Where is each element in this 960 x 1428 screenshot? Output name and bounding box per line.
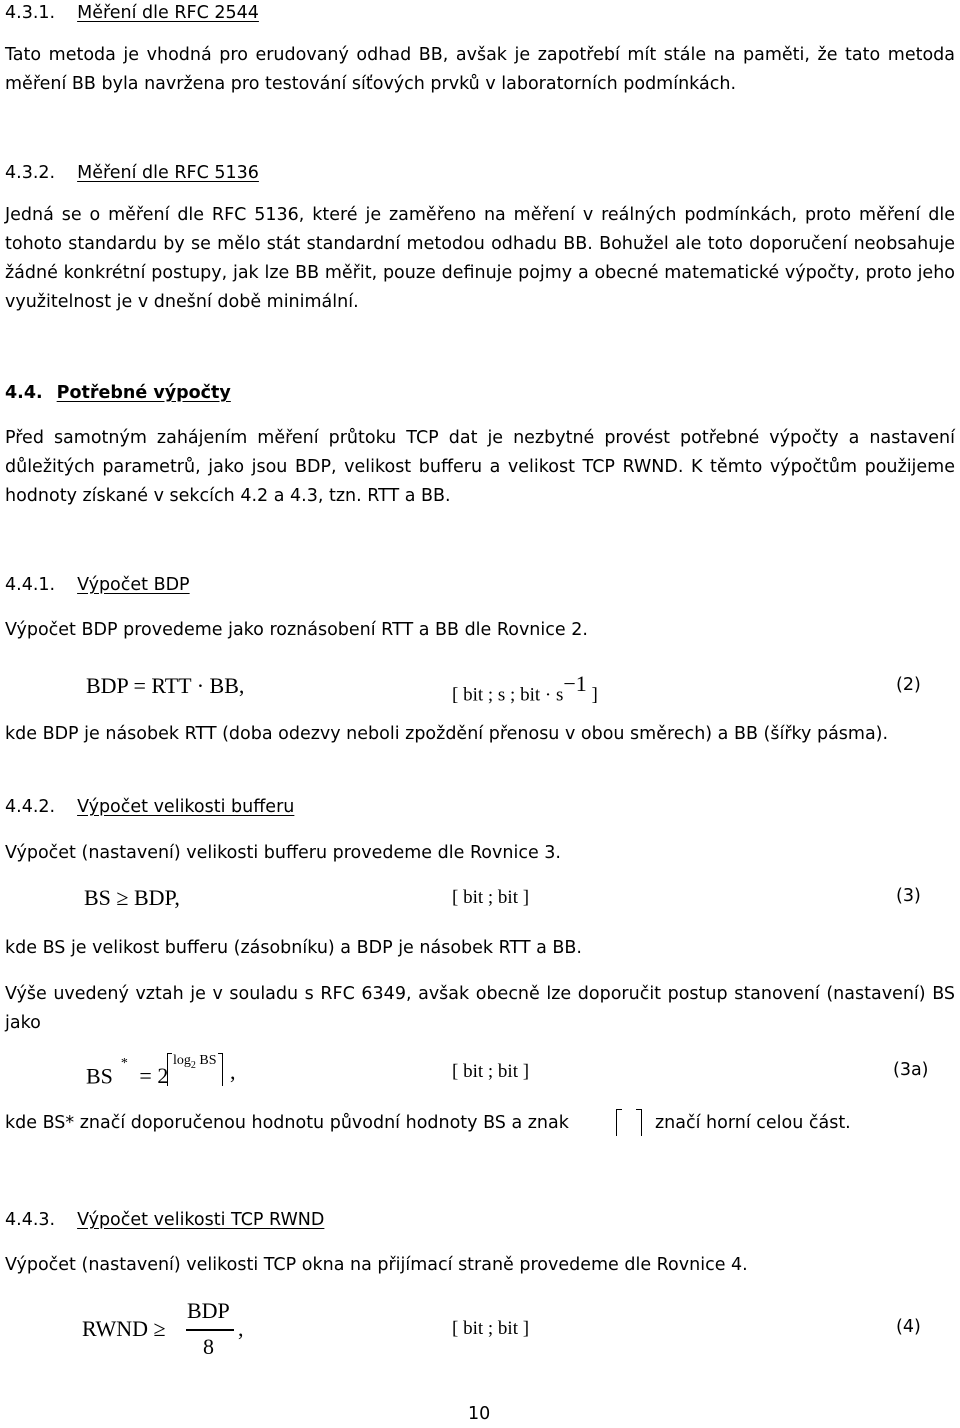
paragraph: Před samotným zahájením měření průtoku TCP dat je nezbytné provést potřebné výpočty a nastavení důležitých parametrů, jako jsou BDP, velikost bufferu a velikost TCP RWND. K těmto výpočtům použijeme hodnoty získané v sekcích 4.2 a 4.3, tzn. RTT a BB. bbox=[5, 428, 955, 506]
equation-3-lhs: BS ≥ BDP, bbox=[84, 885, 180, 910]
equation-3a-exponent bbox=[167, 1052, 223, 1075]
section-title: Měření dle RFC 5136 bbox=[77, 163, 259, 183]
equation-3-units: [ bit ; bit ] bbox=[452, 887, 530, 908]
heading-4-4-1 bbox=[5, 572, 190, 599]
equation-3-label: (3) bbox=[896, 886, 921, 906]
section-title: Měření dle RFC 2544 bbox=[77, 3, 259, 23]
section-number: 4.3.1. bbox=[5, 3, 56, 23]
section-title: Výpočet BDP bbox=[77, 575, 190, 595]
equation-4-label: (4) bbox=[896, 1317, 921, 1337]
equation-2-units: [ bit ; s ; bit · $s^{-1}$ ] bbox=[452, 671, 598, 706]
heading-4-4-2 bbox=[5, 794, 294, 821]
paragraph: Výše uvedený vztah je v souladu s RFC 6349, avšak obecně lze doporučit postup stanovení (nastavení) BS jako bbox=[5, 984, 955, 1033]
ceiling-symbol-icon bbox=[616, 1109, 642, 1137]
paragraph: kde BDP je násobek RTT (doba odezvy neboli zpoždění přenosu v obou směrech) a BB (šířky pásma). bbox=[5, 724, 889, 744]
heading-4-4-3 bbox=[5, 1207, 324, 1234]
heading-4-4 bbox=[5, 380, 231, 407]
ceiling-bracket: $\log_2$ BS bbox=[167, 1052, 223, 1075]
equation-4-comma: , bbox=[238, 1316, 244, 1341]
equation-3a-label: (3a) bbox=[893, 1060, 929, 1080]
paragraph: kde BS* značí doporučenou hodnotu původní hodnoty BS a znak bbox=[5, 1113, 569, 1133]
section-title: Potřebné výpočty bbox=[56, 383, 231, 403]
paragraph: Výpočet (nastavení) velikosti TCP okna na přijímací straně provedeme dle Rovnice 4. bbox=[5, 1255, 748, 1275]
section-number: 4.4. bbox=[5, 383, 43, 403]
equation-3a-units: [ bit ; bit ] bbox=[452, 1061, 530, 1082]
heading-4-3-1 bbox=[5, 0, 259, 27]
section-number: 4.4.2. bbox=[5, 797, 56, 817]
paragraph: Jedná se o měření dle RFC 5136, které je zaměřeno na měření v reálných podmínkách, proto měření dle tohoto standardu by se mělo stát standardní metodou odhadu BB. Bohužel ale toto doporučení neobsahuje žádné konkrétní postupy, jak lze BB měřit, pouze definuje pojmy a obecné matematické výpočty, proto jeho využitelnost je v dnešní době minimální. bbox=[5, 205, 955, 312]
section-title: Výpočet velikosti TCP RWND bbox=[77, 1210, 325, 1230]
section-title: Výpočet velikosti bufferu bbox=[77, 797, 295, 817]
equation-3a: BS * = 2 bbox=[86, 1056, 169, 1089]
page-number: 10 bbox=[468, 1404, 491, 1424]
equation-3a-comma: , bbox=[230, 1059, 236, 1084]
paragraph: kde BS je velikost bufferu (zásobníku) a BDP je násobek RTT a BB. bbox=[5, 938, 582, 958]
equation-4-denominator: 8 bbox=[203, 1334, 214, 1359]
paragraph-continuation: značí horní celou část. bbox=[655, 1113, 851, 1133]
fraction-bar bbox=[186, 1329, 234, 1331]
section-number: 4.3.2. bbox=[5, 163, 56, 183]
equation-4-numerator: BDP bbox=[187, 1298, 230, 1323]
section-number: 4.4.1. bbox=[5, 575, 56, 595]
paragraph: Tato metoda je vhodná pro erudovaný odhad BB, avšak je zapotřebí mít stále na paměti, že tato metoda měření BB byla navržena pro testování síťových prvků v laboratorních podmínkách. bbox=[5, 45, 955, 94]
paragraph: Výpočet BDP provedeme jako roznásobení RTT a BB dle Rovnice 2. bbox=[5, 620, 588, 640]
section-number: 4.4.3. bbox=[5, 1210, 56, 1230]
equation-2-label: (2) bbox=[896, 675, 921, 695]
equation-2-lhs: BDP = RTT · BB, bbox=[86, 673, 245, 698]
paragraph: Výpočet (nastavení) velikosti bufferu provedeme dle Rovnice 3. bbox=[5, 843, 561, 863]
equation-4-lhs: RWND ≥ bbox=[82, 1316, 166, 1341]
equation-4-units: [ bit ; bit ] bbox=[452, 1318, 530, 1339]
heading-4-3-2 bbox=[5, 160, 259, 187]
